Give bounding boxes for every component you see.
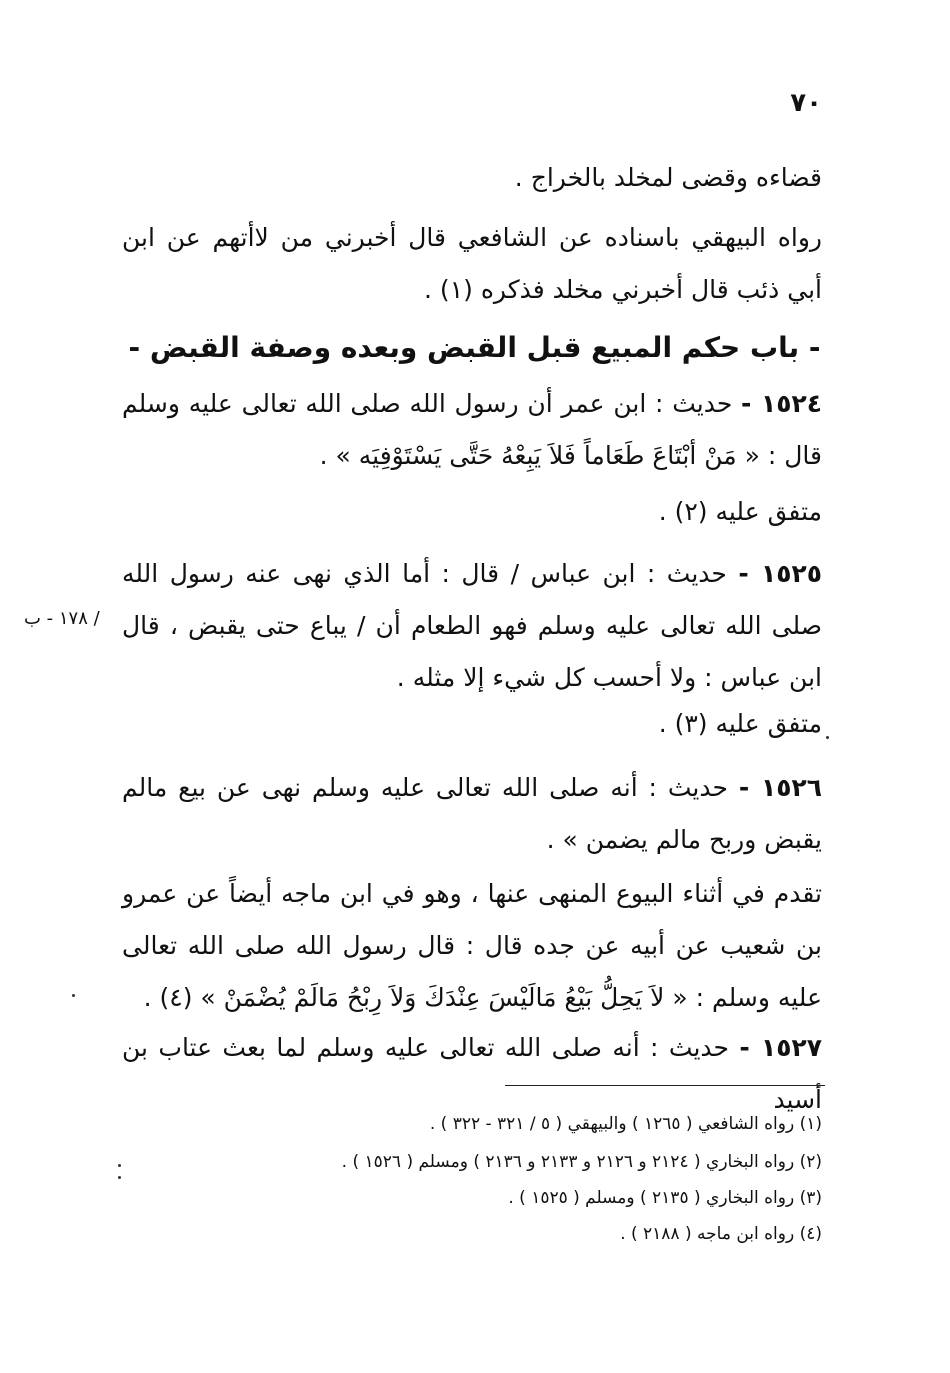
paragraph-ibn-majah: تقدم في أثناء البيوع المنهى عنها ، وهو في ابن ماجه أيضاً عن عمرو بن شعيب عن أبيه عن جده قال : قال رسول الله صلى الله تعالى عليه وسلم : « لاَ يَحِلُّ بَيْعُ مَالَيْسَ عِنْدَكَ وَلاَ رِبْحُ مَالَمْ يُضْمَنْ » (٤) . — [122, 879, 822, 1012]
hadith-number: ١٥٢٥ - — [738, 559, 822, 588]
hadith-1524 — [122, 378, 822, 482]
paragraph-continuation: قضاءه وقضى لمخلد بالخراج . — [514, 163, 822, 192]
hadith-1525 — [122, 548, 822, 704]
scan-speck — [118, 1164, 121, 1167]
hadith-text: حديث : ابن عباس / قال : أما الذي نهى عنه رسول الله صلى الله تعالى عليه وسلم فهو الطعام أن / يباع حتى يقبض ، قال ابن عباس : ولا أحسب كل شيء إلا مثله . — [122, 559, 822, 692]
hadith-text: حديث : ابن عمر أن رسول الله صلى الله تعالى عليه وسلم قال : « مَنْ أبْتَاعَ طَعَاماً فَلاَ يَبِعْهُ حَتَّى يَسْتَوْفِيَه » . — [122, 389, 822, 470]
agreed-upon-note: متفق عليه (٢) . — [658, 497, 822, 526]
hadith-1526 — [122, 762, 822, 866]
hadith-number: ١٥٢٦ - — [738, 773, 822, 802]
hadith-text: حديث : أنه صلى الله تعالى عليه وسلم لما بعث عتاب بن أسيد — [122, 1033, 822, 1114]
hadith-text: حديث : أنه صلى الله تعالى عليه وسلم نهى عن بيع مالم يقبض وربح مالم يضمن » . — [122, 773, 822, 854]
footnote-separator — [505, 1085, 825, 1086]
footnote-2: (٢) رواه البخاري ( ٢١٢٤ و ٢١٢٦ و ٢١٣٣ و ٢١٣٦ ) ومسلم ( ١٥٢٦ ) . — [341, 1152, 822, 1172]
footnote-1: (١) رواه الشافعي ( ١٢٦٥ ) والبيهقي ( ٥ / ٣٢١ - ٣٢٢ ) . — [429, 1114, 822, 1134]
agreed-upon-note: متفق عليه (٣) . — [658, 709, 822, 738]
scan-speck — [118, 1176, 121, 1179]
page-number: ٧٠ — [790, 88, 822, 118]
scan-speck — [72, 994, 75, 997]
scan-speck — [826, 736, 829, 739]
hadith-number: ١٥٢٧ - — [739, 1033, 823, 1062]
paragraph-bayhaqi: رواه البيهقي باسناده عن الشافعي قال أخبرني من لاأتهم عن ابن أبي ذئب قال أخبرني مخلد فذكره (١) . — [122, 223, 822, 304]
footnote-3: (٣) رواه البخاري ( ٢١٣٥ ) ومسلم ( ١٥٢٥ ) . — [508, 1188, 822, 1208]
hadith-number: ١٥٢٤ - — [741, 389, 822, 418]
footnote-4: (٤) رواه ابن ماجه ( ٢١٨٨ ) . — [620, 1224, 822, 1244]
margin-folio-note: / ١٧٨ - ب — [24, 608, 100, 629]
chapter-heading: - باب حكم المبيع قبل القبض وبعده وصفة القبض - — [128, 331, 821, 364]
